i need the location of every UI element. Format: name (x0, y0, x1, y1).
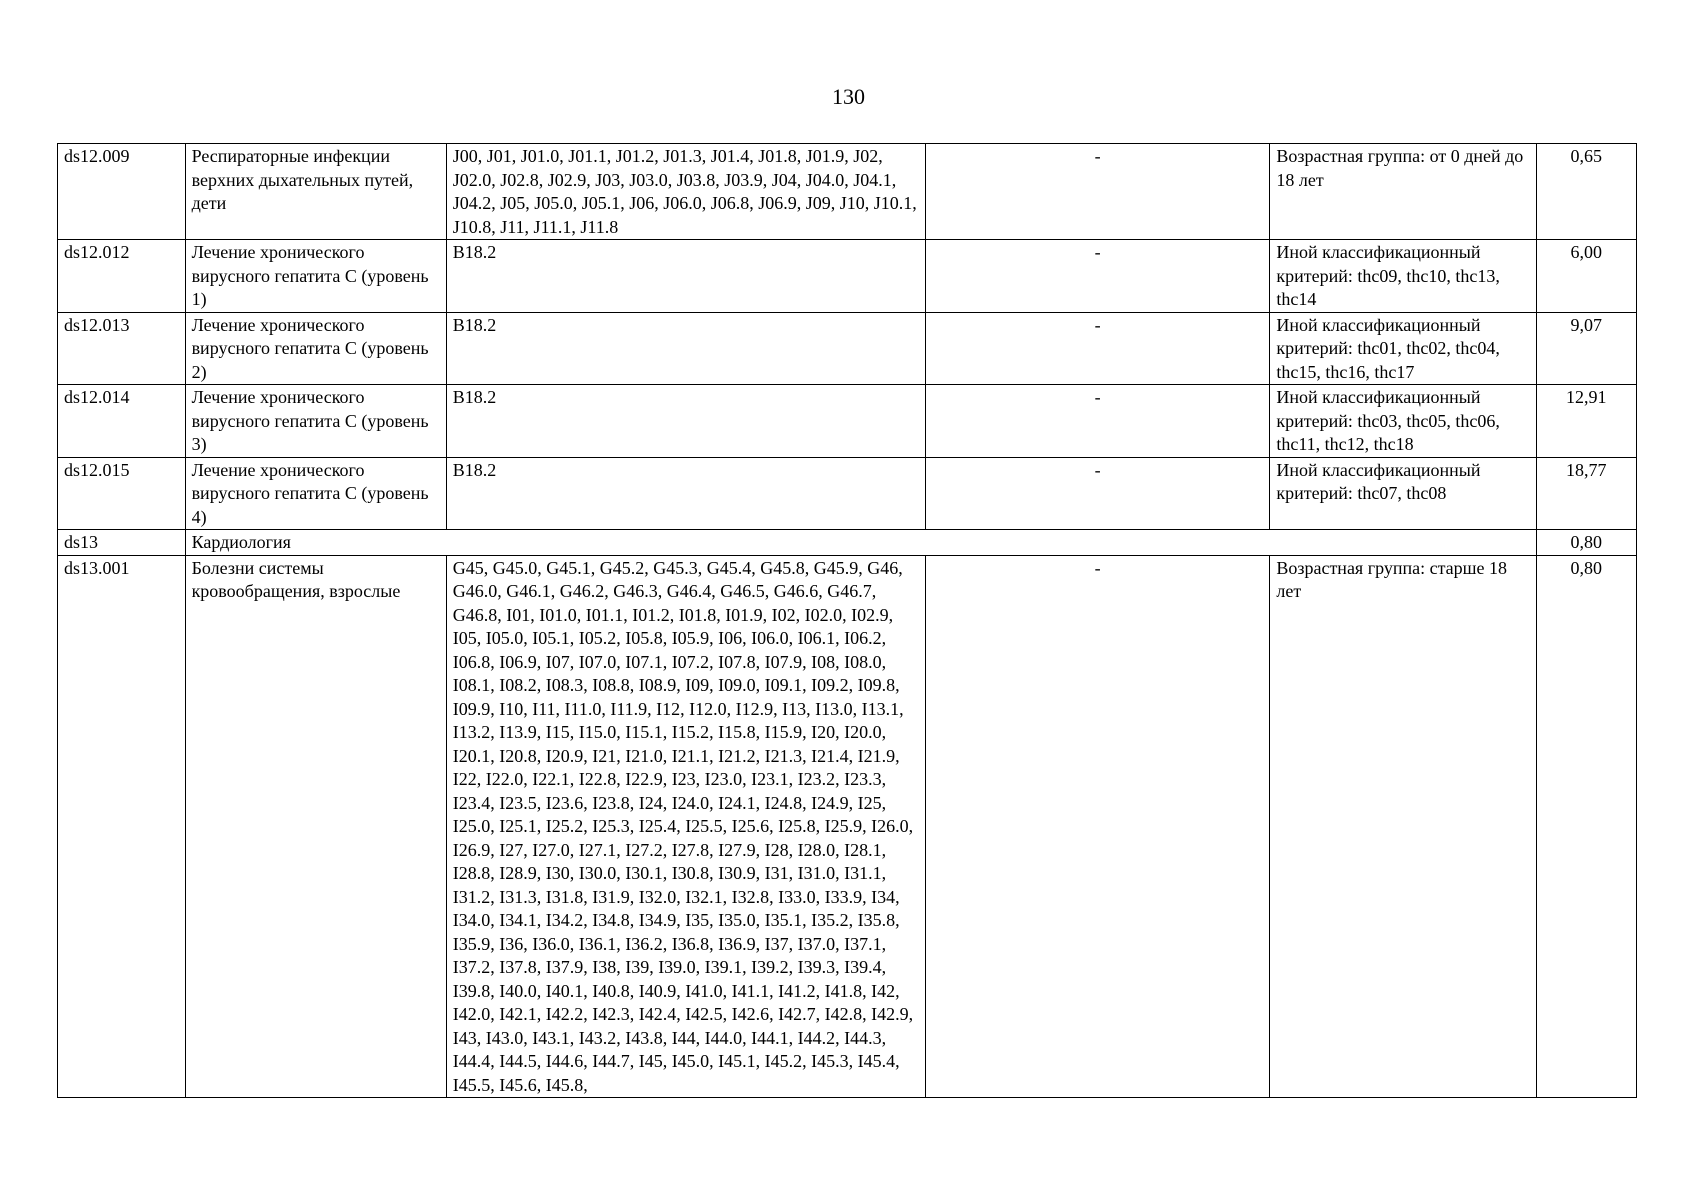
table-row (58, 144, 1637, 240)
row-coefficient: 6,00 (1536, 240, 1636, 313)
page-number: 130 (832, 84, 865, 109)
row-code: ds12.014 (58, 385, 186, 458)
table-row (58, 240, 1637, 313)
row-criterion: Иной классификационный критерий: thc03, thc05, thc06, thc11, thc12, thc18 (1270, 385, 1536, 458)
section-coefficient: 0,80 (1536, 530, 1636, 556)
row-code: ds12.012 (58, 240, 186, 313)
row-code: ds12.013 (58, 312, 186, 385)
row-service-code: - (925, 240, 1270, 313)
row-code: ds12.009 (58, 144, 186, 240)
row-service-code: - (925, 144, 1270, 240)
row-coefficient: 12,91 (1536, 385, 1636, 458)
row-mkb-codes: B18.2 (446, 240, 925, 313)
row-coefficient: 0,80 (1536, 555, 1636, 1098)
section-code: ds13 (58, 530, 186, 556)
row-coefficient: 18,77 (1536, 457, 1636, 530)
table-row (58, 457, 1637, 530)
row-mkb-codes: B18.2 (446, 385, 925, 458)
row-criterion: Возрастная группа: старше 18 лет (1270, 555, 1536, 1098)
section-name: Кардиология (185, 530, 1536, 556)
row-mkb-codes: B18.2 (446, 312, 925, 385)
row-code: ds13.001 (58, 555, 186, 1098)
row-service-code: - (925, 312, 1270, 385)
row-criterion: Иной классификационный критерий: thc09, thc10, thc13, thc14 (1270, 240, 1536, 313)
row-service-code: - (925, 457, 1270, 530)
row-name: Лечение хронического вирусного гепатита С (уровень 3) (185, 385, 446, 458)
row-name: Лечение хронического вирусного гепатита С (уровень 1) (185, 240, 446, 313)
row-criterion: Иной классификационный критерий: thc01, thc02, thc04, thc15, thc16, thc17 (1270, 312, 1536, 385)
row-mkb-codes: B18.2 (446, 457, 925, 530)
row-coefficient: 0,65 (1536, 144, 1636, 240)
row-mkb-codes: G45, G45.0, G45.1, G45.2, G45.3, G45.4, G45.8, G45.9, G46, G46.0, G46.1, G46.2, G46.3, G46.4, G46.5, G46.6, G46.7, G46.8, I01, I01.0, I01.1, I01.2, I01.8, I01.9, I02, I02.0, I02.9, I05, I05.0, I05.1, I05.2, I05.8, I05.9, I06, I06.0, I06.1, I06.2, I06.8, I06.9, I07, I07.0, I07.1, I07.2, I07.8, I07.9, I08, I08.0, I08.1, I08.2, I08.3, I08.8, I08.9, I09, I09.0, I09.1, I09.2, I09.8, I09.9, I10, I11, I11.0, I11.9, I12, I12.0, I12.9, I13, I13.0, I13.1, I13.2, I13.9, I15, I15.0, I15.1, I15.2, I15.8, I15.9, I20, I20.0, I20.1, I20.8, I20.9, I21, I21.0, I21.1, I21.2, I21.3, I21.4, I21.9, I22, I22.0, I22.1, I22.8, I22.9, I23, I23.0, I23.1, I23.2, I23.3, I23.4, I23.5, I23.6, I23.8, I24, I24.0, I24.1, I24.8, I24.9, I25, I25.0, I25.1, I25.2, I25.3, I25.4, I25.5, I25.6, I25.8, I25.9, I26.0, I26.9, I27, I27.0, I27.1, I27.2, I27.8, I27.9, I28, I28.0, I28.1, I28.8, I28.9, I30, I30.0, I30.1, I30.8, I30.9, I31, I31.0, I31.1, I31.2, I31.3, I31.8, I31.9, I32.0, I32.1, I32.8, I33.0, I33.9, I34, I34.0, I34.1, I34.2, I34.8, I34.9, I35, I35.0, I35.1, I35.2, I35.8, I35.9, I36, I36.0, I36.1, I36.2, I36.8, I36.9, I37, I37.0, I37.1, I37.2, I37.8, I37.9, I38, I39, I39.0, I39.1, I39.2, I39.3, I39.4, I39.8, I40.0, I40.1, I40.8, I40.9, I41.0, I41.1, I41.2, I41.8, I42, I42.0, I42.1, I42.2, I42.3, I42.4, I42.5, I42.6, I42.7, I42.8, I42.9, I43, I43.0, I43.1, I43.2, I43.8, I44, I44.0, I44.1, I44.2, I44.3, I44.4, I44.5, I44.6, I44.7, I45, I45.0, I45.1, I45.2, I45.3, I45.4, I45.5, I45.6, I45.8, (446, 555, 925, 1098)
kso-table (57, 143, 1637, 1098)
section-row (58, 530, 1637, 556)
row-service-code: - (925, 385, 1270, 458)
row-name: Респираторные инфекции верхних дыхательных путей, дети (185, 144, 446, 240)
row-coefficient: 9,07 (1536, 312, 1636, 385)
row-name: Лечение хронического вирусного гепатита С (уровень 4) (185, 457, 446, 530)
row-name: Болезни системы кровообращения, взрослые (185, 555, 446, 1098)
table-row (58, 312, 1637, 385)
table-row (58, 385, 1637, 458)
row-criterion: Возрастная группа: от 0 дней до 18 лет (1270, 144, 1536, 240)
table-row (58, 555, 1637, 1098)
row-criterion: Иной классификационный критерий: thc07, thc08 (1270, 457, 1536, 530)
row-service-code: - (925, 555, 1270, 1098)
row-name: Лечение хронического вирусного гепатита С (уровень 2) (185, 312, 446, 385)
row-code: ds12.015 (58, 457, 186, 530)
row-mkb-codes: J00, J01, J01.0, J01.1, J01.2, J01.3, J01.4, J01.8, J01.9, J02, J02.0, J02.8, J02.9, J03, J03.0, J03.8, J03.9, J04, J04.0, J04.1, J04.2, J05, J05.0, J05.1, J06, J06.0, J06.8, J06.9, J09, J10, J10.1, J10.8, J11, J11.1, J11.8 (446, 144, 925, 240)
